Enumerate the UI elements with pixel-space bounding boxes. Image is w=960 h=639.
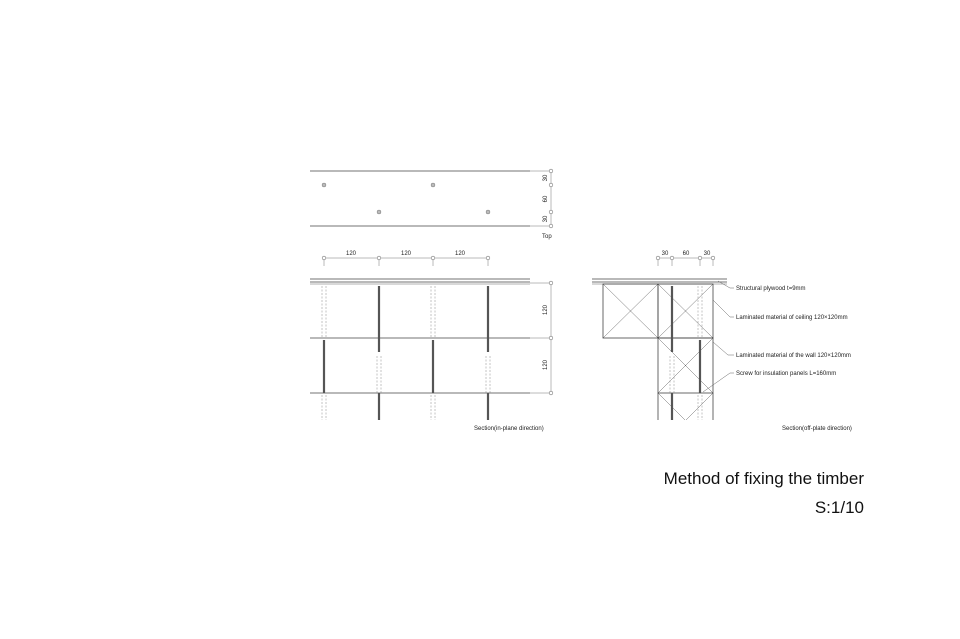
dim-inplane-v2: 120 [543,359,549,371]
section-in-plane [310,251,553,432]
screw-hole-icon [486,210,490,214]
dim-inplane-1: 120 [345,251,357,257]
screw-hole-icon [322,183,326,187]
screw-hole-icon [431,183,435,187]
dim-offplate-1: 30 [661,251,669,257]
dim-top-3: 30 [543,215,549,223]
top-view-label: Top [542,234,552,240]
top-view [310,169,553,240]
section-off-plate-label: Section(off-plate direction) [782,426,852,432]
dim-inplane-2: 120 [400,251,412,257]
dim-top-1: 30 [543,174,549,182]
callout-screw: Screw for insulation panels L=160mm [736,371,837,377]
section-off-plate [592,251,852,432]
dim-inplane-v1: 120 [543,304,549,316]
dim-offplate-3: 30 [703,251,711,257]
dim-top-2: 60 [543,195,549,203]
dim-inplane-3: 120 [454,251,466,257]
callout-wall: Laminated material of the wall 120×120mm [736,353,851,359]
dim-offplate-2: 60 [682,251,690,257]
drawing-scale: S:1/10 [814,498,864,517]
section-in-plane-label: Section(in-plane direction) [474,426,544,432]
screw-hole-icon [377,210,381,214]
drawing-title: Method of fixing the timber [663,469,864,488]
callout-plywood: Structural plywood t=9mm [736,286,806,292]
callout-ceiling: Laminated material of ceiling 120×120mm [736,315,848,321]
